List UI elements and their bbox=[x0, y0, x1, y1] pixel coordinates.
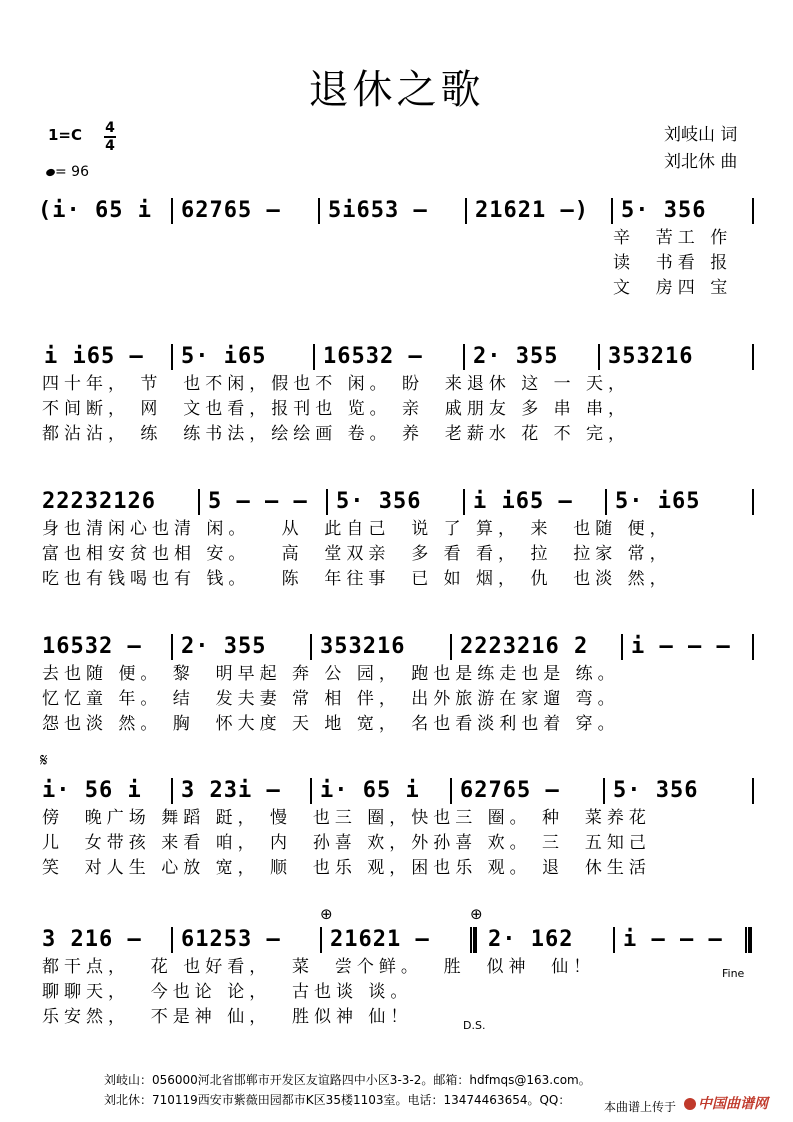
bar-line bbox=[752, 344, 754, 370]
measure: 22232126 bbox=[42, 489, 156, 514]
bar-line bbox=[318, 198, 320, 224]
measure: i· 65 i bbox=[320, 778, 420, 803]
bar-line bbox=[313, 344, 315, 370]
measure: 5· 356 bbox=[621, 198, 707, 223]
segno-icon: 𝄋 bbox=[40, 750, 48, 771]
tempo-marking: = 96 bbox=[46, 164, 89, 180]
bar-line bbox=[171, 778, 173, 804]
composer: 刘北休 曲 bbox=[664, 152, 738, 172]
time-signature bbox=[104, 120, 116, 154]
bar-line bbox=[463, 489, 465, 515]
double-bar-line bbox=[470, 927, 477, 953]
measure: 353216 bbox=[320, 634, 406, 659]
music-system-5 bbox=[38, 750, 758, 881]
measure: 5· 356 bbox=[336, 489, 422, 514]
lyric-line-2: 富也相安贫也相 安。 高 堂双亲 多 看 看， 拉 拉家 常， bbox=[42, 544, 672, 564]
staff-line bbox=[38, 632, 758, 662]
ds-marking: D.S. bbox=[463, 1019, 486, 1032]
measure: 5· 356 bbox=[613, 778, 699, 803]
bar-line bbox=[598, 344, 600, 370]
bar-line bbox=[171, 198, 173, 224]
measure: 2· 355 bbox=[473, 344, 559, 369]
lyric-line-3: 文 房四 宝 bbox=[613, 278, 733, 298]
bar-line bbox=[611, 198, 613, 224]
measure: 62765 – bbox=[181, 198, 281, 223]
measure: 2· 162 bbox=[488, 927, 574, 952]
measure: 5 – – – bbox=[208, 489, 308, 514]
measure: 62765 – bbox=[460, 778, 560, 803]
measure: i – – – bbox=[631, 634, 731, 659]
music-system-3 bbox=[38, 487, 758, 592]
measure: i· 56 i bbox=[42, 778, 142, 803]
bar-line bbox=[621, 634, 623, 660]
lyric-line-2: 忆忆童 年。 结 发夫妻 常 相 伴， 出外旅游在家遛 弯。 bbox=[42, 689, 620, 709]
music-system-4 bbox=[38, 632, 758, 737]
upload-note: 本曲谱上传于 bbox=[604, 1100, 677, 1114]
lyric-line-2: 聊聊天， 今也论 论， 古也谈 谈。 bbox=[42, 982, 413, 1002]
song-title: 退休之歌 bbox=[308, 67, 485, 113]
measure: 5· i65 bbox=[615, 489, 701, 514]
measure: 2· 355 bbox=[181, 634, 267, 659]
footer-line-composer: 刘北休：710119西安市紫薇田园都市K区35楼1103室。电话：13474463654。QQ： bbox=[104, 1093, 571, 1107]
contact-footer bbox=[104, 1070, 591, 1110]
coda-icon: ⊕ bbox=[320, 905, 333, 923]
lyric-line-3: 都沾沾， 练 练书法，绘绘画 卷。 养 老薪水 花 不 完， bbox=[42, 424, 631, 444]
music-system-6 bbox=[38, 905, 758, 1032]
final-bar-line bbox=[745, 927, 752, 953]
key-signature: 1=C bbox=[48, 126, 83, 144]
bar-line bbox=[450, 778, 452, 804]
bar-line bbox=[171, 927, 173, 953]
lyric-line-2: 读 书看 报 bbox=[613, 253, 733, 273]
lyric-line-3: 怨也淡 然。 胸 怀大度 天 地 宽， 名也看淡利也着 穿。 bbox=[42, 714, 620, 734]
bar-line bbox=[465, 198, 467, 224]
bar-line bbox=[198, 489, 200, 515]
bar-line bbox=[613, 927, 615, 953]
lyric-line-1: 身也清闲心也清 闲。 从 此自己 说 了 算， 来 也随 便， bbox=[42, 519, 672, 539]
bar-line bbox=[171, 344, 173, 370]
lyric-line-3: 乐安然， 不是神 仙， 胜似神 仙！ bbox=[42, 1007, 413, 1027]
lyric-line-2: 儿 女带孩 来看 咱， 内 孙喜 欢，外孙喜 欢。 三 五知己 bbox=[42, 833, 651, 853]
bar-line bbox=[171, 634, 173, 660]
measure: 353216 bbox=[608, 344, 694, 369]
measure: i i65 – bbox=[44, 344, 144, 369]
lyric-line-1: 辛 苦工 作 bbox=[613, 228, 733, 248]
bar-line bbox=[310, 634, 312, 660]
lyric-line-1: 四十年， 节 也不闲，假也不 闲。 盼 来退休 这 一 天， bbox=[42, 374, 631, 394]
bar-line bbox=[603, 778, 605, 804]
time-sig-top: 4 bbox=[105, 120, 115, 136]
measure: 3 23i – bbox=[181, 778, 281, 803]
measure: 16532 – bbox=[42, 634, 142, 659]
bar-line bbox=[450, 634, 452, 660]
measure: 16532 – bbox=[323, 344, 423, 369]
coda-icon: ⊕ bbox=[470, 905, 483, 923]
measure: 61253 – bbox=[181, 927, 281, 952]
lyric-line-3: 笑 对人生 心放 宽， 顺 也乐 观，困也乐 观。 退 休生活 bbox=[42, 858, 651, 878]
bar-line bbox=[320, 927, 322, 953]
lyric-line-1: 都干点， 花 也好看， 菜 尝个鲜。 胜 似神 仙！ bbox=[42, 957, 596, 977]
bar-line bbox=[605, 489, 607, 515]
music-system-2 bbox=[38, 342, 758, 447]
time-sig-bottom: 4 bbox=[105, 138, 115, 154]
staff-line bbox=[38, 776, 758, 806]
site-logo[interactable]: 中国曲谱网 bbox=[684, 1093, 768, 1113]
measure: 3 216 – bbox=[42, 927, 142, 952]
measure: 2223216 2 bbox=[460, 634, 589, 659]
logo-icon bbox=[684, 1098, 696, 1110]
measure: (i· 65 i bbox=[38, 198, 152, 223]
measure: 5i653 – bbox=[328, 198, 428, 223]
measure: i – – – bbox=[623, 927, 723, 952]
lyric-line-1: 去也随 便。 黎 明早起 奔 公 园， 跑也是练走也是 练。 bbox=[42, 664, 620, 684]
bar-line bbox=[752, 489, 754, 515]
lyricist: 刘岐山 词 bbox=[664, 125, 738, 145]
bar-line bbox=[310, 778, 312, 804]
measure: i i65 – bbox=[473, 489, 573, 514]
bar-line bbox=[326, 489, 328, 515]
bar-line bbox=[463, 344, 465, 370]
music-system-1 bbox=[38, 196, 758, 301]
footer-line-lyricist: 刘岐山：056000河北省邯郸市开发区友谊路四中小区3-3-2。邮箱：hdfmqs@163.com。 bbox=[104, 1073, 591, 1087]
staff-line bbox=[38, 342, 758, 372]
bar-line bbox=[752, 198, 754, 224]
staff-line bbox=[38, 925, 758, 955]
credits bbox=[664, 122, 737, 176]
fine-marking: Fine bbox=[722, 967, 745, 980]
staff-line bbox=[38, 487, 758, 517]
lyric-line-3: 吃也有钱喝也有 钱。 陈 年往事 已 如 烟， 仇 也淡 然， bbox=[42, 569, 672, 589]
lyric-line-1: 傍 晚广场 舞蹈 跹， 慢 也三 圈，快也三 圈。 种 菜养花 bbox=[42, 808, 651, 828]
measure: 21621 – bbox=[330, 927, 430, 952]
bar-line bbox=[752, 634, 754, 660]
lyric-line-2: 不间断， 网 文也看，报刊也 览。 亲 戚朋友 多 串 串， bbox=[42, 399, 631, 419]
bar-line bbox=[752, 778, 754, 804]
measure: 5· i65 bbox=[181, 344, 267, 369]
staff-line bbox=[38, 196, 758, 226]
measure: 21621 –) bbox=[475, 198, 589, 223]
